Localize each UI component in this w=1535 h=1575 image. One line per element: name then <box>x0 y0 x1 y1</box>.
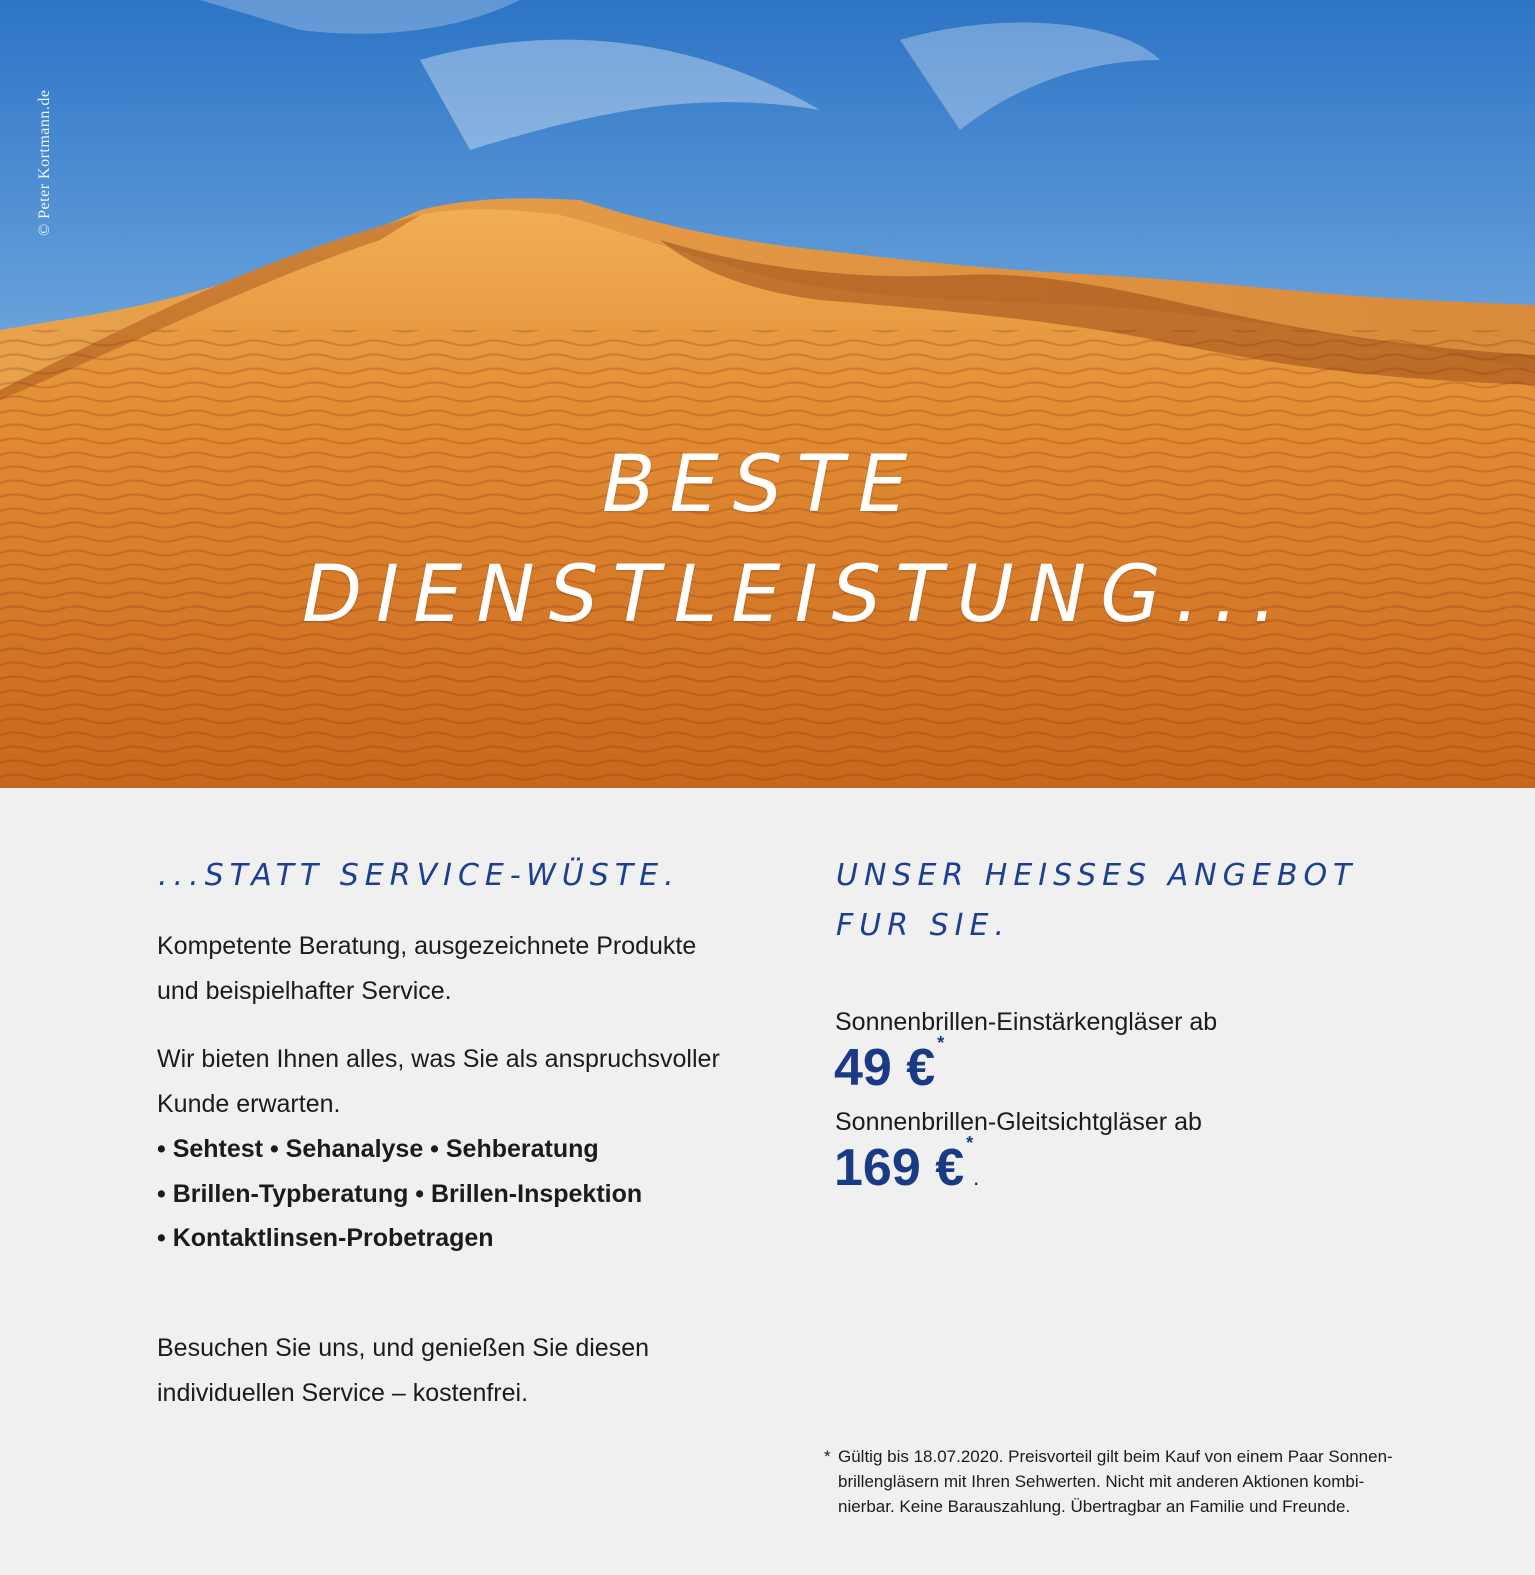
service-list-item: • Brillen-Typberatung • Brillen-Inspektion <box>157 1179 643 1208</box>
closing-line-1: Besuchen Sie uns, und genießen Sie diesen <box>157 1334 650 1362</box>
footnote-line-1: Gültig bis 18.07.2020. Preisvorteil gilt beim Kauf von einem Paar Sonnen- <box>838 1447 1393 1466</box>
headline-line-2: DIENSTLEISTUNG... <box>302 550 1292 640</box>
price-asterisk: * <box>966 1132 974 1153</box>
price-asterisk: * <box>937 1032 945 1053</box>
intro-line-1: Kompetente Beratung, ausgezeichnete Produkte <box>157 932 697 960</box>
content-panel <box>0 788 1535 1575</box>
offer-line-2: Kunde erwarten. <box>157 1090 341 1118</box>
footnote-asterisk: * <box>824 1447 831 1466</box>
price-value: 169 € <box>834 1139 965 1197</box>
headline-line-1: BESTE <box>602 440 922 530</box>
service-list-item: • Kontaktlinsen-Probetragen <box>157 1224 494 1252</box>
price-value: 49 € <box>834 1039 936 1097</box>
price-period: . <box>973 1165 980 1190</box>
service-list <box>157 1127 642 1261</box>
intro-paragraph <box>157 924 696 1014</box>
offer-label-single-vision: Sonnenbrillen-Einstärkengläser ab <box>835 1008 1218 1036</box>
offer-label-progressive: Sonnenbrillen-Gleitsichtgläser ab <box>835 1108 1202 1136</box>
service-list-item: • Sehtest • Sehanalyse • Sehberatung <box>157 1135 599 1163</box>
closing-paragraph <box>157 1326 649 1416</box>
price-progressive <box>834 1132 980 1198</box>
left-heading: ...STATT SERVICE-WÜSTE. <box>158 858 680 893</box>
right-heading-line-1: UNSER HEISSES ANGEBOT <box>836 858 1358 893</box>
intro-line-2: und beispielhafter Service. <box>157 977 452 1005</box>
closing-line-2: individuellen Service – kostenfrei. <box>157 1379 529 1407</box>
price-single-vision <box>834 1032 945 1098</box>
offer-paragraph <box>157 1037 720 1127</box>
footnote-line-3: nierbar. Keine Barauszahlung. Übertragbar an Familie und Freunde. <box>838 1497 1351 1516</box>
copyright-credit: © Peter Kortmann.de <box>36 89 53 236</box>
footnote-line-2: brillengläsern mit Ihren Sehwerten. Nicht mit anderen Aktionen kombi- <box>838 1472 1365 1491</box>
right-heading-line-2: FUR SIE. <box>836 908 1010 943</box>
footnote <box>826 1444 1426 1519</box>
offer-line-1: Wir bieten Ihnen alles, was Sie als anspruchsvoller <box>157 1045 720 1073</box>
